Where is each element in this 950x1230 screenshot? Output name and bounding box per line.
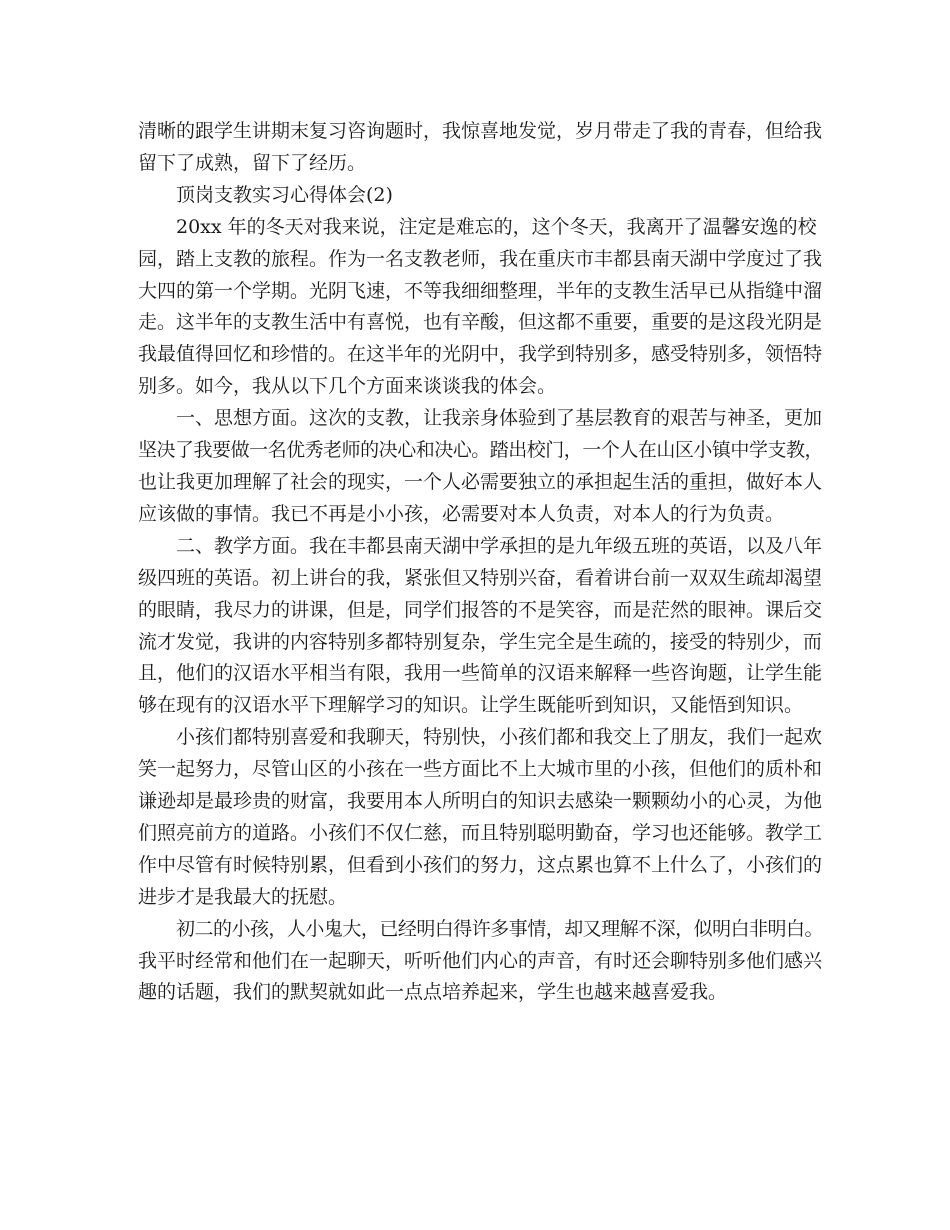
text-line: 园，踏上支教的旅程。作为一名支教老师，我在重庆市丰都县南天湖中学度过了我 [138,247,823,270]
text-line: 留下了成熟，留下了经历。 [138,151,367,174]
text-line: 谦逊却是最珍贵的财富，我要用本人所明白的知识去感染一颗颗幼小的心灵，为他 [138,790,823,813]
text-line: 初二的小孩，人小鬼大，已经明白得许多事情，却又理解不深，似明白非明白。 [176,917,824,940]
text-line: 我最值得回忆和珍惜的。在这半年的光阴中，我学到特别多，感受特别多，领悟特 [138,343,823,366]
text-line: 们照亮前方的道路。小孩们不仅仁慈，而且特别聪明勤奋，学习也还能够。教学工 [138,821,823,844]
text-line: 作中尽管有时候特别累，但看到小孩们的努力，这点累也算不上什么了，小孩们的 [138,853,823,876]
text-line: 趣的话题，我们的默契就如此一点点培养起来，学生也越来越喜爱我。 [138,981,728,1004]
text-line: 笑一起努力，尽管山区的小孩在一些方面比不上大城市里的小孩，但他们的质朴和 [138,758,823,781]
text-line: 应该做的事情。我已不再是小小孩，必需要对本人负责，对本人的行为负责。 [138,502,785,525]
text-line: 别多。如今，我从以下几个方面来谈谈我的体会。 [138,375,557,398]
text-line: 也让我更加理解了社会的现实，一个人必需要独立的承担起生活的重担，做好本人 [138,470,823,493]
text-line: 够在现有的汉语水平下理解学习的知识。让学生既能听到知识，又能悟到知识。 [138,694,804,717]
document-body [138,116,823,1009]
text-line: 进步才是我最大的抚慰。 [138,885,348,908]
text-line: 坚决了我要做一名优秀老师的决心和决心。踏出校门，一个人在山区小镇中学支教， [138,439,824,462]
text-line: 我平时经常和他们在一起聊天，听听他们内心的声音，有时还会聊特别多他们感兴 [138,949,823,972]
text-line: 二、教学方面。我在丰都县南天湖中学承担的是九年级五班的英语，以及八年 [176,534,823,557]
text-line: 大四的第一个学期。光阴飞速，不等我细细整理，半年的支教生活早已从指缝中溜 [138,279,823,302]
text-line: 级四班的英语。初上讲台的我，紧张但又特别兴奋，看着讲台前一双双生疏却渴望 [138,566,823,589]
section-heading: 顶岗支教实习心得体会(2) [176,183,393,206]
text-line: 且，他们的汉语水平相当有限，我用一些简单的汉语来解释一些咨询题，让学生能 [138,662,823,685]
text-line: 小孩们都特别喜爱和我聊天，特别快，小孩们都和我交上了朋友，我们一起欢 [176,726,823,749]
text-line: 20xx 年的冬天对我来说，注定是难忘的，这个冬天，我离开了温馨安逸的校 [176,215,817,238]
text-line: 的眼睛，我尽力的讲课，但是，同学们报答的不是笑容，而是茫然的眼神。课后交 [138,598,823,621]
text-line: 一、思想方面。这次的支教，让我亲身体验到了基层教育的艰苦与神圣，更加 [176,407,823,430]
text-line: 流才发觉，我讲的内容特别多都特别复杂，学生完全是生疏的，接受的特别少，而 [138,630,823,653]
text-line: 走。这半年的支教生活中有喜悦，也有辛酸，但这都不重要，重要的是这段光阴是 [138,311,823,334]
text-line: 清晰的跟学生讲期末复习咨询题时，我惊喜地发觉，岁月带走了我的青春，但给我 [138,120,823,142]
